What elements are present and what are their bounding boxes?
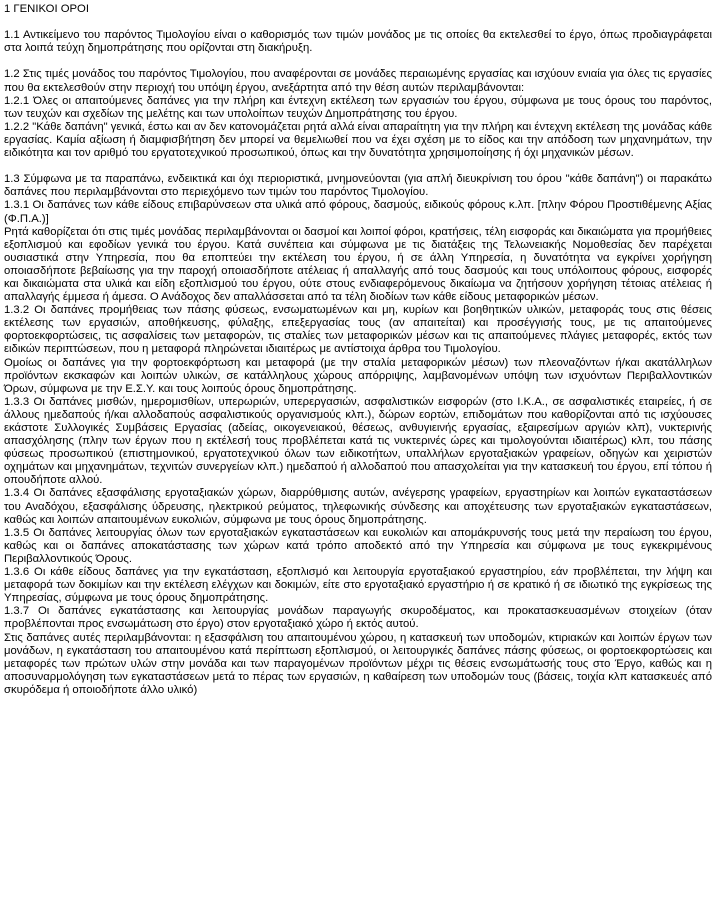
paragraph-1-3-2: 1.3.2 Οι δαπάνες προμήθειας των πάσης φύσεως, ενσωματωμένων και μη, κυρίων και βοηθητικών υλικών, μεταφοράς τους στις θέσεις εκτέλεσης των εργασιών, αποθήκευσης, φύλαξης, επεξεργασίας τους (αν απαιτείται) και προσέγγισής τους, με τις απαιτούμενες φορτοεκφορτώσεις, τις ασφαλίσεις των μεταφορών, τις σταλίες των μεταφορικών μέσων και τις απαιτούμενες πλάγιες μεταφορές, εκτός των ειδικών περιπτώσεων, που η μεταφορά πληρώνεται ιδιαιτέρως με αντίστοιχα άρθρα του Τιμολογίου. (4, 304, 712, 356)
paragraph-1-3-1-continued: Ρητά καθορίζεται ότι στις τιμές μονάδας περιλαμβάνονται οι δασμοί και λοιποί φόροι, κρατήσεις, τέλη εισφοράς και δικαιώματα για προμήθειες εξοπλισμού και εφοδίων γενικά του έργου. Κατά συνέπεια και σύμφωνα με τις διατάξεις της Τελωνειακής Νομοθεσίας δεν παρέχεται ουσιαστικά στην Υπηρεσία, που θα εποπτεύει την εκτέλεση του έργου, ή σε άλλη Υπηρεσία, η δυνατότητα να εγκρίνει χορήγηση οποιασδήποτε βεβαίωσης για την παροχή οποιασδήποτε ατέλειας ή απαλλαγής από τους δασμούς και τους υπόλοιπους φόρους, εισφορές και δικαιώματα στα υλικά και είδη εξοπλισμού του έργου, ούτε στους ενδιαφερόμενους δικαίωμα να ζητήσουν χορήγηση τέτοιας ατέλειας ή απαλλαγής έμμεσα ή άμεσα. Ο Ανάδοχος δεν απαλλάσσεται από τα τέλη διοδίων των κάθε είδους μεταφορικών μέσων. (4, 225, 712, 304)
paragraph-1-2: 1.2 Στις τιμές μονάδος του παρόντος Τιμολογίου, που αναφέρονται σε μονάδες περαιωμένης εργασίας και ισχύουν ενιαία για όλες τις εργασίες που θα εκτελεσθούν στην περιοχή του υπόψη έργου, ανεξάρτητα από την θέση αυτών περιλαμβάνονται: (4, 68, 712, 94)
blank-line (4, 55, 712, 68)
blank-line (4, 160, 712, 173)
blank-line (4, 16, 712, 29)
paragraph-1-3-4: 1.3.4 Οι δαπάνες εξασφάλισης εργοταξιακών χώρων, διαρρύθμισης αυτών, ανέγερσης γραφείων, εργαστηρίων και λοιπών εγκαταστάσεων του Αναδόχου, εξασφάλισης ύδρευσης, ηλεκτρικού ρεύματος, τηλεφωνικής σύνδεσης και αποχέτευσης των εργοταξιακών εγκαταστάσεων, καθώς και λοιπών απαιτουμένων ευκολιών, σύμφωνα με τους όρους δημοπράτησης. (4, 487, 712, 526)
paragraph-1-3-6: 1.3.6 Οι κάθε είδους δαπάνες για την εγκατάσταση, εξοπλισμό και λειτουργία εργοταξιακού εργαστηρίου, εάν προβλέπεται, την λήψη και μεταφορά των δοκιμίων και την εκτέλεση ελέγχων και δοκιμών, είτε στο εργοταξιακό εργαστήριο ή σε κρατικό ή σε ιδιωτικό της εγκρίσεως της Υπηρεσίας, σύμφωνα με τους όρους δημοπράτησης. (4, 566, 712, 605)
paragraph-1-3-3: 1.3.3 Οι δαπάνες μισθών, ημερομισθίων, υπερωριών, υπερεργασιών, ασφαλιστικών εισφορών (στο Ι.Κ.Α., σε ασφαλιστικές εταιρείες, ή σε άλλους ημεδαπούς ή/και αλλοδαπούς ασφαλιστικούς οργανισμούς κλπ.), δώρων εορτών, επιδομάτων που καθορίζονται από τις ισχύουσες εκάστοτε Συλλογικές Συμβάσεις Εργασίας (αδείας, οικογενειακού, θέσεως, ανθυγιεινής εργασίας, εξαιρεσίμων αργιών κλπ), νυκτερινής απασχόλησης (πλην των έργων που η εκτέλεσή τους προβλέπεται κατά τις νυκτερινές ώρες και τιμολογούνται ιδιαιτέρως) κλπ, του πάσης φύσεως προσωπικού (επιστημονικού, εργατοτεχνικού όλων των ειδικοτήτων, υπαλλήλων εργοταξιακών γραφείων, οδηγών και χειριστών οχημάτων και μηχανημάτων, τεχνιτών συνεργείων κλπ.) ημεδαπού ή αλλοδαπού που απασχολείται για την κατασκευή του έργου, επί τόπου ή οπουδήποτε αλλού. (4, 395, 712, 487)
paragraph-1-1: 1.1 Αντικείμενο του παρόντος Τιμολογίου είναι ο καθορισμός των τιμών μονάδος με τις οποίες θα εκτελεσθεί το έργο, όπως προδιαγράφεται στα λοιπά τεύχη δημοπράτησης που ορίζονται στη διακήρυξη. (4, 29, 712, 55)
paragraph-1-3-2-continued: Ομοίως οι δαπάνες για την φορτοεκφόρτωση και μεταφορά (με την σταλία μεταφορικών μέσων) των πλεοναζόντων ή/και ακατάλληλων προϊόντων εκσκαφών και λοιπών υλικών, σε κατάλληλους χώρους απόρριψης, λαμβανομένων υπόψη των ισχυόντων Περιβαλλοντικών Όρων, σύμφωνα με την Ε.Σ.Υ. και τους λοιπούς όρους δημοπράτησης. (4, 356, 712, 395)
paragraph-1-3-1: 1.3.1 Οι δαπάνες των κάθε είδους επιβαρύνσεων στα υλικά από φόρους, δασμούς, ειδικούς φόρους κ.λπ. [πλην Φόρου Προστιθέμενης Αξίας (Φ.Π.Α.)] (4, 199, 712, 225)
paragraph-1-3-7: 1.3.7 Οι δαπάνες εγκατάστασης και λειτουργίας μονάδων παραγωγής σκυροδέματος, και προκατασκευασμένων στοιχείων (όταν προβλέπονται προς ενσωμάτωση στο έργο) στον εργοταξιακό χώρο ή εκτός αυτού. (4, 605, 712, 631)
section-heading: 1 ΓΕΝΙΚΟΙ ΟΡΟΙ (4, 3, 89, 15)
paragraph-1-3: 1.3 Σύμφωνα με τα παραπάνω, ενδεικτικά και όχι περιοριστικά, μνημονεύονται (για απλή διευκρίνιση του όρου "κάθε δαπάνη") οι παρακάτω δαπάνες που περιλαμβάνονται στο περιεχόμενο των τιμών του παρόντος Τιμολογίου. (4, 173, 712, 199)
paragraph-1-2-1: 1.2.1 Όλες οι απαιτούμενες δαπάνες για την πλήρη και έντεχνη εκτέλεση των εργασιών του έργου, σύμφωνα με τους όρους του παρόντος, των τευχών και σχεδίων της μελέτης και των υπολοίπων τευχών Δημοπράτησης του έργου. (4, 94, 712, 120)
paragraph-1-3-5: 1.3.5 Οι δαπάνες λειτουργίας όλων των εργοταξιακών εγκαταστάσεων και ευκολιών και απομάκρυνσής τους μετά την περαίωση του έργου, καθώς και οι δαπάνες αποκατάστασης των χώρων κατά τρόπο αποδεκτό από την Υπηρεσία και σύμφωνα με τους εγκεκριμένους Περιβαλλοντικούς Όρους. (4, 526, 712, 565)
paragraph-1-2-2: 1.2.2 "Κάθε δαπάνη" γενικά, έστω και αν δεν κατονομάζεται ρητά αλλά είναι απαραίτητη για την πλήρη και έντεχνη εκτέλεση της μονάδας κάθε εργασίας. Καμία αξίωση ή διαμφισβήτηση δεν μπορεί να θεμελιωθεί που να έχει σχέση με το είδος και την απόδοση των μηχανημάτων, την ειδικότητα και τον αριθμό του εργατοτεχνικού προσωπικού, όπως και την δυνατότητα χρησιμοποίησης ή όχι μηχανικών μέσων. (4, 120, 712, 160)
paragraph-1-3-7-continued: Στις δαπάνες αυτές περιλαμβάνονται: η εξασφάλιση του απαιτουμένου χώρου, η κατασκευή των υποδομών, κτιριακών και λοιπών έργων των μονάδων, η εγκατάσταση του απαιτουμένου κατά περίπτωση εξοπλισμού, οι λειτουργικές δαπάνες πάσης φύσεως, οι φορτοεκφορτώσεις και μεταφορές των πρώτων υλών στην μονάδα και των παραγομένων προϊόντων μέχρι τις θέσεις ενσωμάτωσής τους στο Έργο, καθώς και η αποσυναρμολόγηση των εγκαταστάσεων μετά το πέρας των εργασιών, η καθαίρεση των υποδομών τους (βάσεις, τοιχία κλπ κατασκευές από σκυρόδεμα ή οποιοδήποτε άλλο υλικό) (4, 631, 712, 696)
